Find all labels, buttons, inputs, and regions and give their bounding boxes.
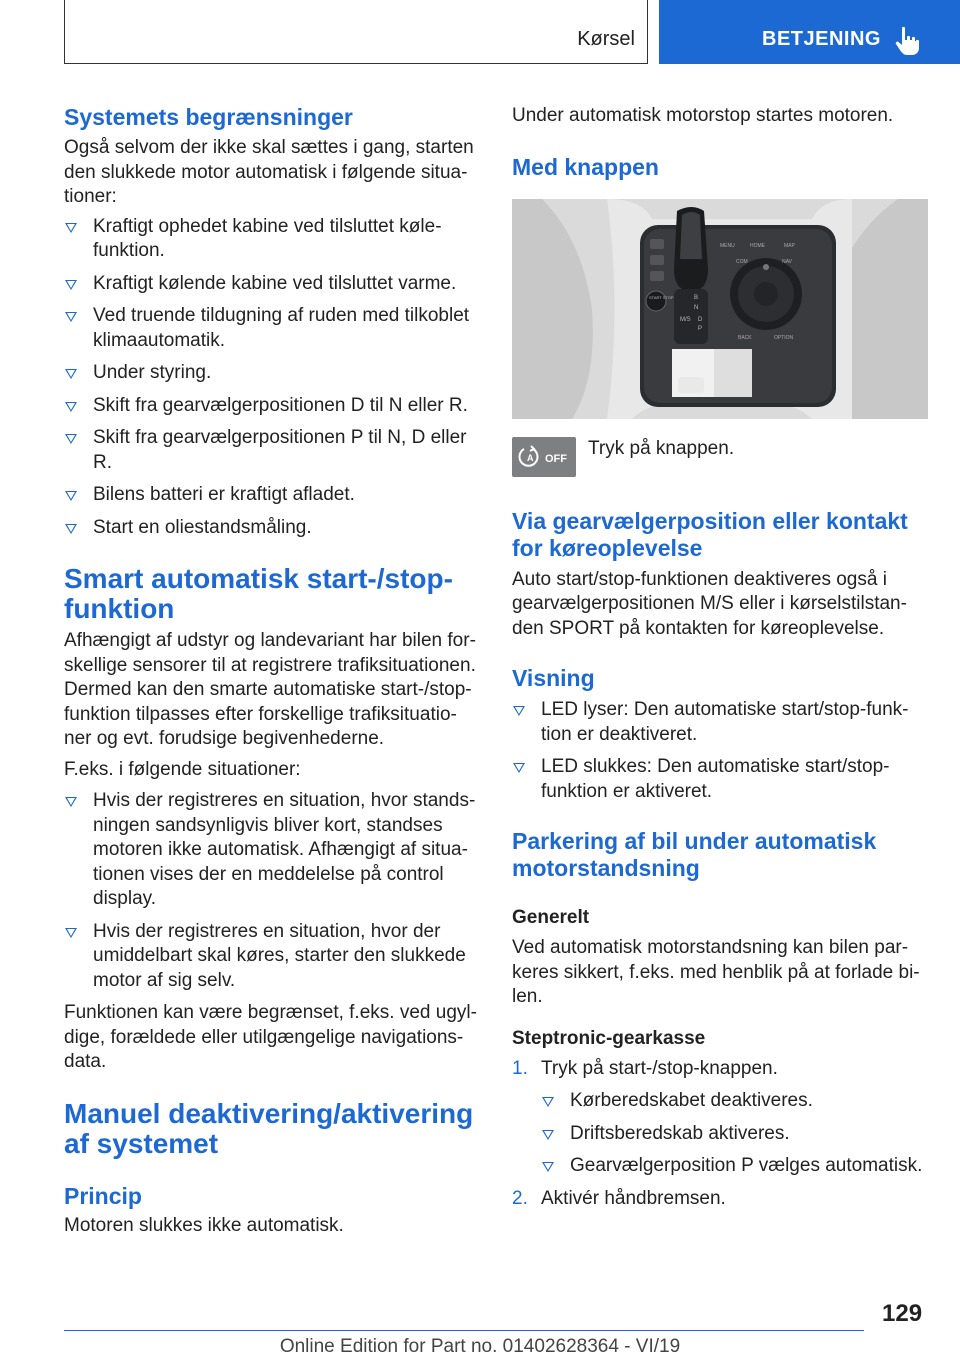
photo-label-gear-n: N xyxy=(694,304,699,311)
center-console-illustration xyxy=(512,199,928,419)
pointing-hand-icon xyxy=(895,26,921,56)
paragraph-smart-limitation: Funktionen kan være begrænset, f.eks. ved ugyl-dige, forældede eller utilgængelige navigations-data. xyxy=(64,1002,477,1072)
photo-label-gear-b: B xyxy=(694,294,699,301)
step-item xyxy=(512,1187,928,1212)
center-console-photo xyxy=(512,199,928,419)
step-number: 1. xyxy=(512,1057,528,1079)
triangle-bullet-icon xyxy=(542,1130,554,1140)
paragraph-principle: Motoren slukkes ikke automatisk. xyxy=(64,1214,344,1236)
smart-list xyxy=(64,789,480,993)
step-text: Aktivér håndbremsen. xyxy=(541,1187,726,1209)
paragraph-smart-intro: Afhængigt af udstyr og landevariant har bilen for-skellige sensorer til at registrere trafiksituationen. Dermed kan den smarte automatiske start-/stop-funktion tilpasses efter forskellige trafiksituatio-ner og evt. forudsige begivenhederne. xyxy=(64,630,476,749)
list-item: Gearvælgerposition P vælges automatisk. xyxy=(541,1154,928,1179)
heading-display: Visning xyxy=(512,665,595,691)
right-column xyxy=(512,98,928,1211)
list-item: Bilens batteri er kraftigt afladet. xyxy=(64,483,480,508)
triangle-bullet-icon xyxy=(65,491,77,501)
auto-off-label: OFF xyxy=(545,452,567,465)
step-number: 2. xyxy=(512,1187,528,1209)
list-item: Under styring. xyxy=(64,361,480,386)
paragraph-system-limits: Også selvom der ikke skal sættes i gang, starten den slukkede motor automatisk i følgende situa-tioner: xyxy=(64,137,474,207)
step-sub-list xyxy=(541,1089,928,1179)
heading-manual-deactivation: Manuel deaktivering/aktivering af systemet xyxy=(64,1097,474,1159)
heading-with-button: Med knappen xyxy=(512,153,659,180)
svg-text:A: A xyxy=(527,452,534,463)
photo-label-home: HOME xyxy=(750,242,765,249)
triangle-bullet-icon xyxy=(65,524,77,534)
triangle-bullet-icon xyxy=(65,280,77,290)
left-column xyxy=(64,98,480,1238)
paragraph-smart-example: F.eks. i følgende situationer: xyxy=(64,758,301,780)
limits-list xyxy=(64,215,480,541)
list-item: Kraftigt kølende kabine ved tilsluttet varme. xyxy=(64,272,480,297)
list-item: LED lyser: Den automatiske start/stop-funk-tion er deaktiveret. xyxy=(512,698,928,747)
triangle-bullet-icon xyxy=(542,1097,554,1107)
list-item: Skift fra gearvælgerpositionen D til N eller R. xyxy=(64,394,480,419)
heading-via-gear-selector: Via gearvælgerposition eller kontakt for køreoplevelse xyxy=(512,507,908,561)
triangle-bullet-icon xyxy=(542,1162,554,1172)
triangle-bullet-icon xyxy=(65,223,77,233)
list-item: Driftsberedskab aktiveres. xyxy=(541,1122,928,1147)
heading-parking-during-stop: Parkering af bil under automatisk motorstandsning xyxy=(512,828,877,881)
triangle-bullet-icon xyxy=(65,797,77,807)
heading-smart-start-stop: Smart automatisk start-/stop-funktion xyxy=(64,563,453,624)
heading-principle: Princip xyxy=(64,1182,142,1209)
triangle-bullet-icon xyxy=(513,763,525,773)
photo-label-gear-d: D xyxy=(698,316,703,323)
heading-system-limits: Systemets begrænsninger xyxy=(64,104,353,130)
header-chapter-tab xyxy=(659,0,960,64)
photo-label-nav: NAV xyxy=(782,258,792,265)
triangle-bullet-icon xyxy=(65,928,77,938)
page-number: 129 xyxy=(882,1300,923,1327)
paragraph-via-gear-selector: Auto start/stop-funktionen deaktiveres også i gearvælgerpositionen M/S eller i kørselstilstan-den SPORT på kontakten for køreoplevelse. xyxy=(512,568,907,639)
footer-edition: Online Edition for Part no. 01402628364 - VI/19 xyxy=(279,1336,681,1357)
footer-divider xyxy=(64,1330,864,1331)
list-item: Hvis der registreres en situation, hvor stands-ningen sandsynligvis bliver kort, standses motoren ikke automatisk. Afhængigt af situa-tionen vises der en meddelelse på control display. xyxy=(64,789,480,912)
step-item xyxy=(512,1057,928,1179)
list-item: LED slukkes: Den automatiske start/stop-funktion er aktiveret. xyxy=(512,755,928,804)
list-item: Start en oliestandsmåling. xyxy=(64,516,480,541)
header-section-box xyxy=(64,0,648,64)
press-button-text: Tryk på knappen. xyxy=(588,437,735,459)
list-item: Kraftigt ophedet kabine ved tilsluttet køle-funktion. xyxy=(64,215,480,264)
triangle-bullet-icon xyxy=(513,706,525,716)
photo-label-map: MAP xyxy=(784,242,795,249)
display-list xyxy=(512,698,928,804)
header-section-title: Kørsel xyxy=(577,28,635,50)
header-chapter-title: BETJENING xyxy=(762,28,881,50)
auto-start-stop-off-icon xyxy=(512,437,576,477)
list-item: Ved truende tildugning af ruden med tilkoblet klimaautomatik. xyxy=(64,304,480,353)
triangle-bullet-icon xyxy=(65,402,77,412)
list-item: Kørberedskabet deaktiveres. xyxy=(541,1089,928,1114)
list-item: Skift fra gearvælgerpositionen P til N, D eller R. xyxy=(64,426,480,475)
photo-label-option: OPTION xyxy=(774,334,794,341)
photo-label-gear-p: P xyxy=(698,325,703,332)
paragraph-general: Ved automatisk motorstandsning kan bilen par-keres sikkert, f.eks. med henblik på at forlade bi-len. xyxy=(512,937,920,1007)
triangle-bullet-icon xyxy=(65,312,77,322)
auto-start-stop-button-row xyxy=(512,437,928,479)
paragraph-engine-restart: Under automatisk motorstop startes motoren. xyxy=(512,105,894,126)
heading-general: Generelt xyxy=(512,907,590,928)
heading-steptronic: Steptronic-gearkasse xyxy=(512,1027,706,1049)
steptronic-steps xyxy=(512,1057,928,1212)
triangle-bullet-icon xyxy=(65,369,77,379)
photo-label-com: COM xyxy=(736,258,748,265)
photo-label-start-stop: START STOP xyxy=(649,294,674,300)
list-item: Hvis der registreres en situation, hvor der umiddelbart skal køres, starter den slukkede motor af sig selv. xyxy=(64,920,480,994)
photo-label-menu: MENU xyxy=(720,242,735,249)
triangle-bullet-icon xyxy=(65,434,77,444)
step-text: Tryk på start-/stop-knappen. xyxy=(541,1057,778,1079)
photo-label-gear-ms: M/S xyxy=(680,316,691,323)
photo-label-back: BACK xyxy=(738,334,752,341)
